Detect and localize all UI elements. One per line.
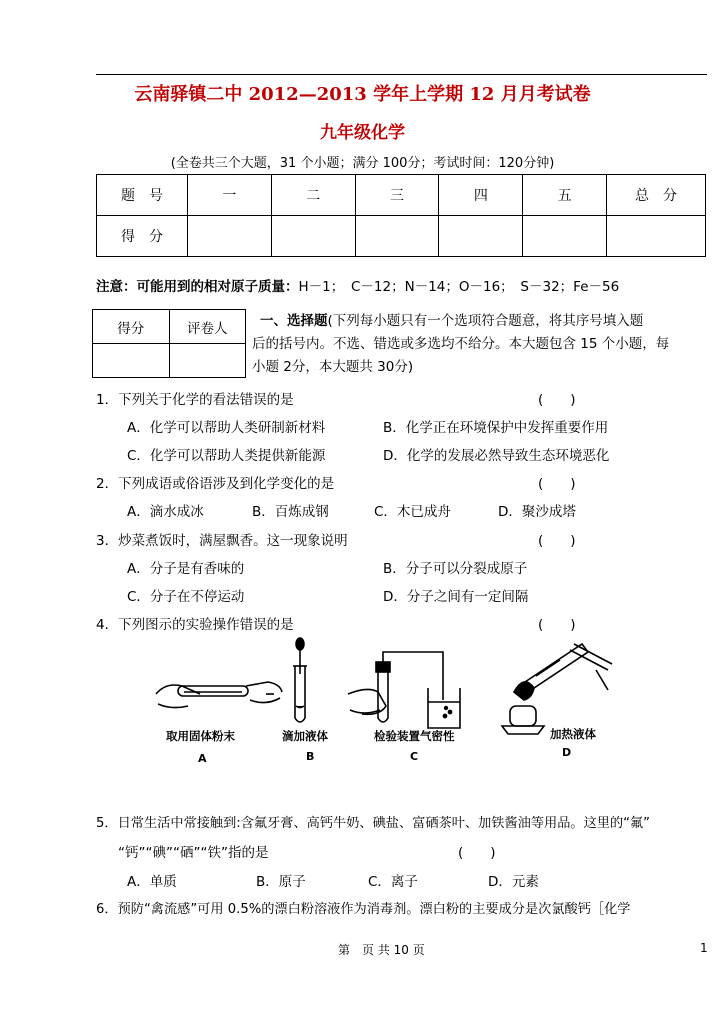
q2-option-a: A．滴水成冰 — [127, 504, 204, 520]
score-header-cell: 三 — [355, 175, 439, 216]
page-number: 1 — [700, 941, 708, 955]
grader-score-label: 得分 — [93, 310, 170, 344]
section-one-line3: 小题 2分，本大题共 30分) — [252, 359, 414, 375]
note-values: H－1； C－12；N－14；O－16； S－32；Fe－56 — [298, 279, 620, 295]
q5-option-d: D．元素 — [488, 874, 539, 890]
q5-line2: “钙”“碘”“硒”“铁”指的是 — [118, 845, 269, 861]
exam-title: 云南驿镇二中 2012—2013 学年上学期 12 月月考试卷 — [134, 84, 591, 105]
q5-option-a: A．单质 — [127, 874, 177, 890]
score-table-header-row — [97, 175, 706, 216]
q3-option-d: D．分子之间有一定间隔 — [383, 589, 529, 605]
q5-option-c: C．离子 — [368, 874, 418, 890]
q1-stem: 1．下列关于化学的看法错误的是 — [96, 392, 294, 408]
grader-name-label: 评卷人 — [169, 310, 246, 344]
q5-answer-paren[interactable]: ( ) — [458, 845, 496, 861]
score-cell[interactable] — [355, 216, 439, 257]
q1-option-c: C．化学可以帮助人类提供新能源 — [127, 448, 326, 464]
score-row-label: 得 分 — [97, 216, 188, 257]
grader-score-cell[interactable] — [93, 344, 170, 378]
q4-stem: 4．下列图示的实验操作错误的是 — [96, 617, 294, 633]
section-one-heading: 一、选择题 — [260, 313, 328, 329]
exam-subtitle: 九年级化学 — [320, 123, 405, 143]
q5-option-b: B．原子 — [256, 874, 306, 890]
q3-answer-paren[interactable]: ( ) — [538, 533, 576, 549]
note-label: 注意：可能用到的相对原子质量： — [96, 279, 299, 295]
atomic-mass-note — [96, 275, 619, 295]
exam-info: (全卷共三个大题，31 个小题；满分 100分；考试时间：120分钟) — [170, 156, 555, 171]
score-header-cell: 二 — [271, 175, 355, 216]
score-header-cell: 总 分 — [607, 175, 706, 216]
q5-line1: 5．日常生活中常接触到:含氟牙膏、高钙牛奶、碘盐、富硒茶叶、加铁酱油等用品。这里的“氟” — [96, 816, 650, 831]
q4-letter-b: B — [306, 750, 315, 763]
score-cell[interactable] — [607, 216, 706, 257]
grader-name-cell[interactable] — [169, 344, 246, 378]
q4-letter-d: D — [562, 746, 572, 759]
score-header-cell: 五 — [523, 175, 607, 216]
q1-option-a: A．化学可以帮助人类研制新材料 — [127, 420, 326, 436]
airtightness-operation-illustration — [348, 652, 460, 728]
q2-stem: 2．下列成语或俗语涉及到化学变化的是 — [96, 476, 335, 492]
q3-stem: 3．炒菜煮饭时，满屋飘香。这一现象说明 — [96, 533, 348, 549]
score-cell[interactable] — [187, 216, 271, 257]
q6-line1: 6．预防“禽流感”可用 0.5%的漂白粉溶液作为消毒剂。漂白粉的主要成分是次氯酸钙［化学 — [96, 902, 631, 917]
q4-letter-c: C — [410, 750, 419, 763]
q1-option-d: D．化学的发展必然导致生态环境恶化 — [383, 448, 610, 464]
heating-operation-illustration — [502, 644, 612, 734]
q2-answer-paren[interactable]: ( ) — [538, 476, 576, 492]
page-footer-text: 第 页 共 10 页 — [338, 943, 425, 957]
q2-option-d: D．聚沙成塔 — [498, 504, 576, 520]
score-cell[interactable] — [271, 216, 355, 257]
q3-option-b: B．分子可以分裂成原子 — [383, 561, 528, 577]
q2-option-c: C．木已成舟 — [374, 504, 451, 520]
score-table — [96, 174, 706, 257]
grader-box — [92, 309, 246, 378]
q4-caption-d: 加热液体 — [550, 727, 596, 741]
section-one-instructions — [252, 310, 710, 379]
q3-option-c: C．分子在不停运动 — [127, 589, 245, 605]
q4-caption-b: 滴加液体 — [282, 729, 328, 743]
header-rule — [96, 74, 707, 75]
section-one-line1: (下列每小题只有一个选项符合题意，将其序号填入题 — [327, 313, 644, 329]
q4-letter-a: A — [198, 752, 207, 765]
q4-lab-figure — [150, 636, 630, 766]
powder-operation-illustration — [156, 682, 282, 708]
q3-option-a: A．分子是有香味的 — [127, 561, 245, 577]
q1-answer-paren[interactable]: ( ) — [538, 392, 576, 408]
section-one-line2: 后的括号内。不选、错选或多选均不给分。本大题包含 15 个小题，每 — [252, 336, 670, 352]
dropper-operation-illustration — [293, 638, 307, 722]
lab-operations-illustration — [150, 636, 630, 766]
score-header-cell: 四 — [439, 175, 523, 216]
score-header-cell: 题 号 — [97, 175, 188, 216]
q4-caption-c: 检验装置气密性 — [374, 729, 455, 743]
score-cell[interactable] — [523, 216, 607, 257]
score-cell[interactable] — [439, 216, 523, 257]
q2-option-b: B．百炼成钢 — [252, 504, 329, 520]
q4-answer-paren[interactable]: ( ) — [538, 617, 576, 633]
score-header-cell: 一 — [187, 175, 271, 216]
score-table-score-row — [97, 216, 706, 257]
q4-caption-a: 取用固体粉末 — [166, 729, 235, 743]
q1-option-b: B．化学正在环境保护中发挥重要作用 — [383, 420, 609, 436]
